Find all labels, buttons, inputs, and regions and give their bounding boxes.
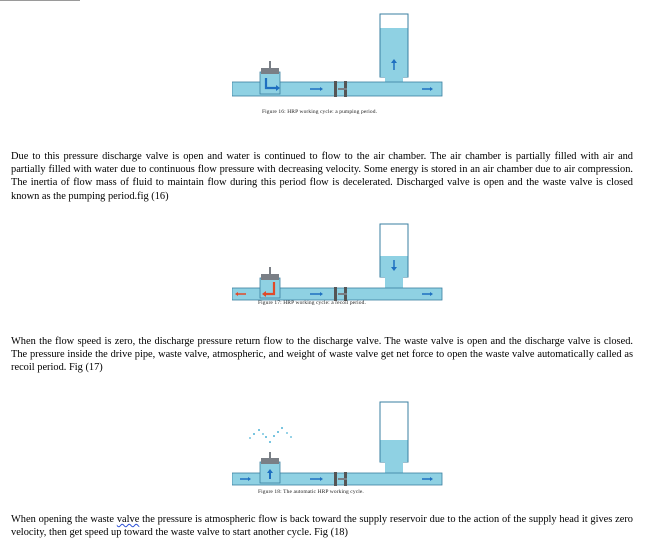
paragraph-automatic-cycle [11, 513, 633, 539]
figure-17-caption: Figure 17: HRP working cycle: a recoil period. [258, 300, 366, 306]
figure-18-diagram [232, 400, 446, 492]
figure-18-caption: Figure 18: The automatic HRP working cycle. [258, 489, 364, 495]
figure-16-diagram [232, 12, 446, 112]
para3-text-before: When opening the waste [11, 514, 117, 525]
paragraph-recoil-period: When the flow speed is zero, the discharge pressure return flow to the discharge valve. The waste valve is open and the discharge valve is closed. The pressure inside the drive pipe, waste valve, atmospheric, and weight of waste valve get net force to open the waste valve automatically called as recoil period. Fig (17) [11, 336, 633, 374]
paragraph-pumping-period: Due to this pressure discharge valve is open and water is continued to flow to the air chamber. The air chamber is partially filled with air and partially filled with water due to continuous flow pressure with decreasing velocity. Some energy is stored in an air chamber due to air compression. The inertia of flow mass of fluid to maintain flow during this period flow is decelerated. Discharged valve is open and the waste valve is closed known as the pumping period.fig (16) [11, 151, 633, 202]
figure-17-diagram [232, 222, 446, 304]
figure-16-caption: Figure 16: HRP working cycle: a pumping period. [262, 109, 378, 115]
para3-text-after: the pressure is atmospheric flow is back toward the supply reservoir due to the action of the supply head it gives zero velocity, then get speed up toward the waste valve to start another cycle. Fig (18) [11, 514, 633, 539]
para3-spellcheck-word: valve [116, 514, 140, 525]
top-divider [0, 0, 80, 1]
